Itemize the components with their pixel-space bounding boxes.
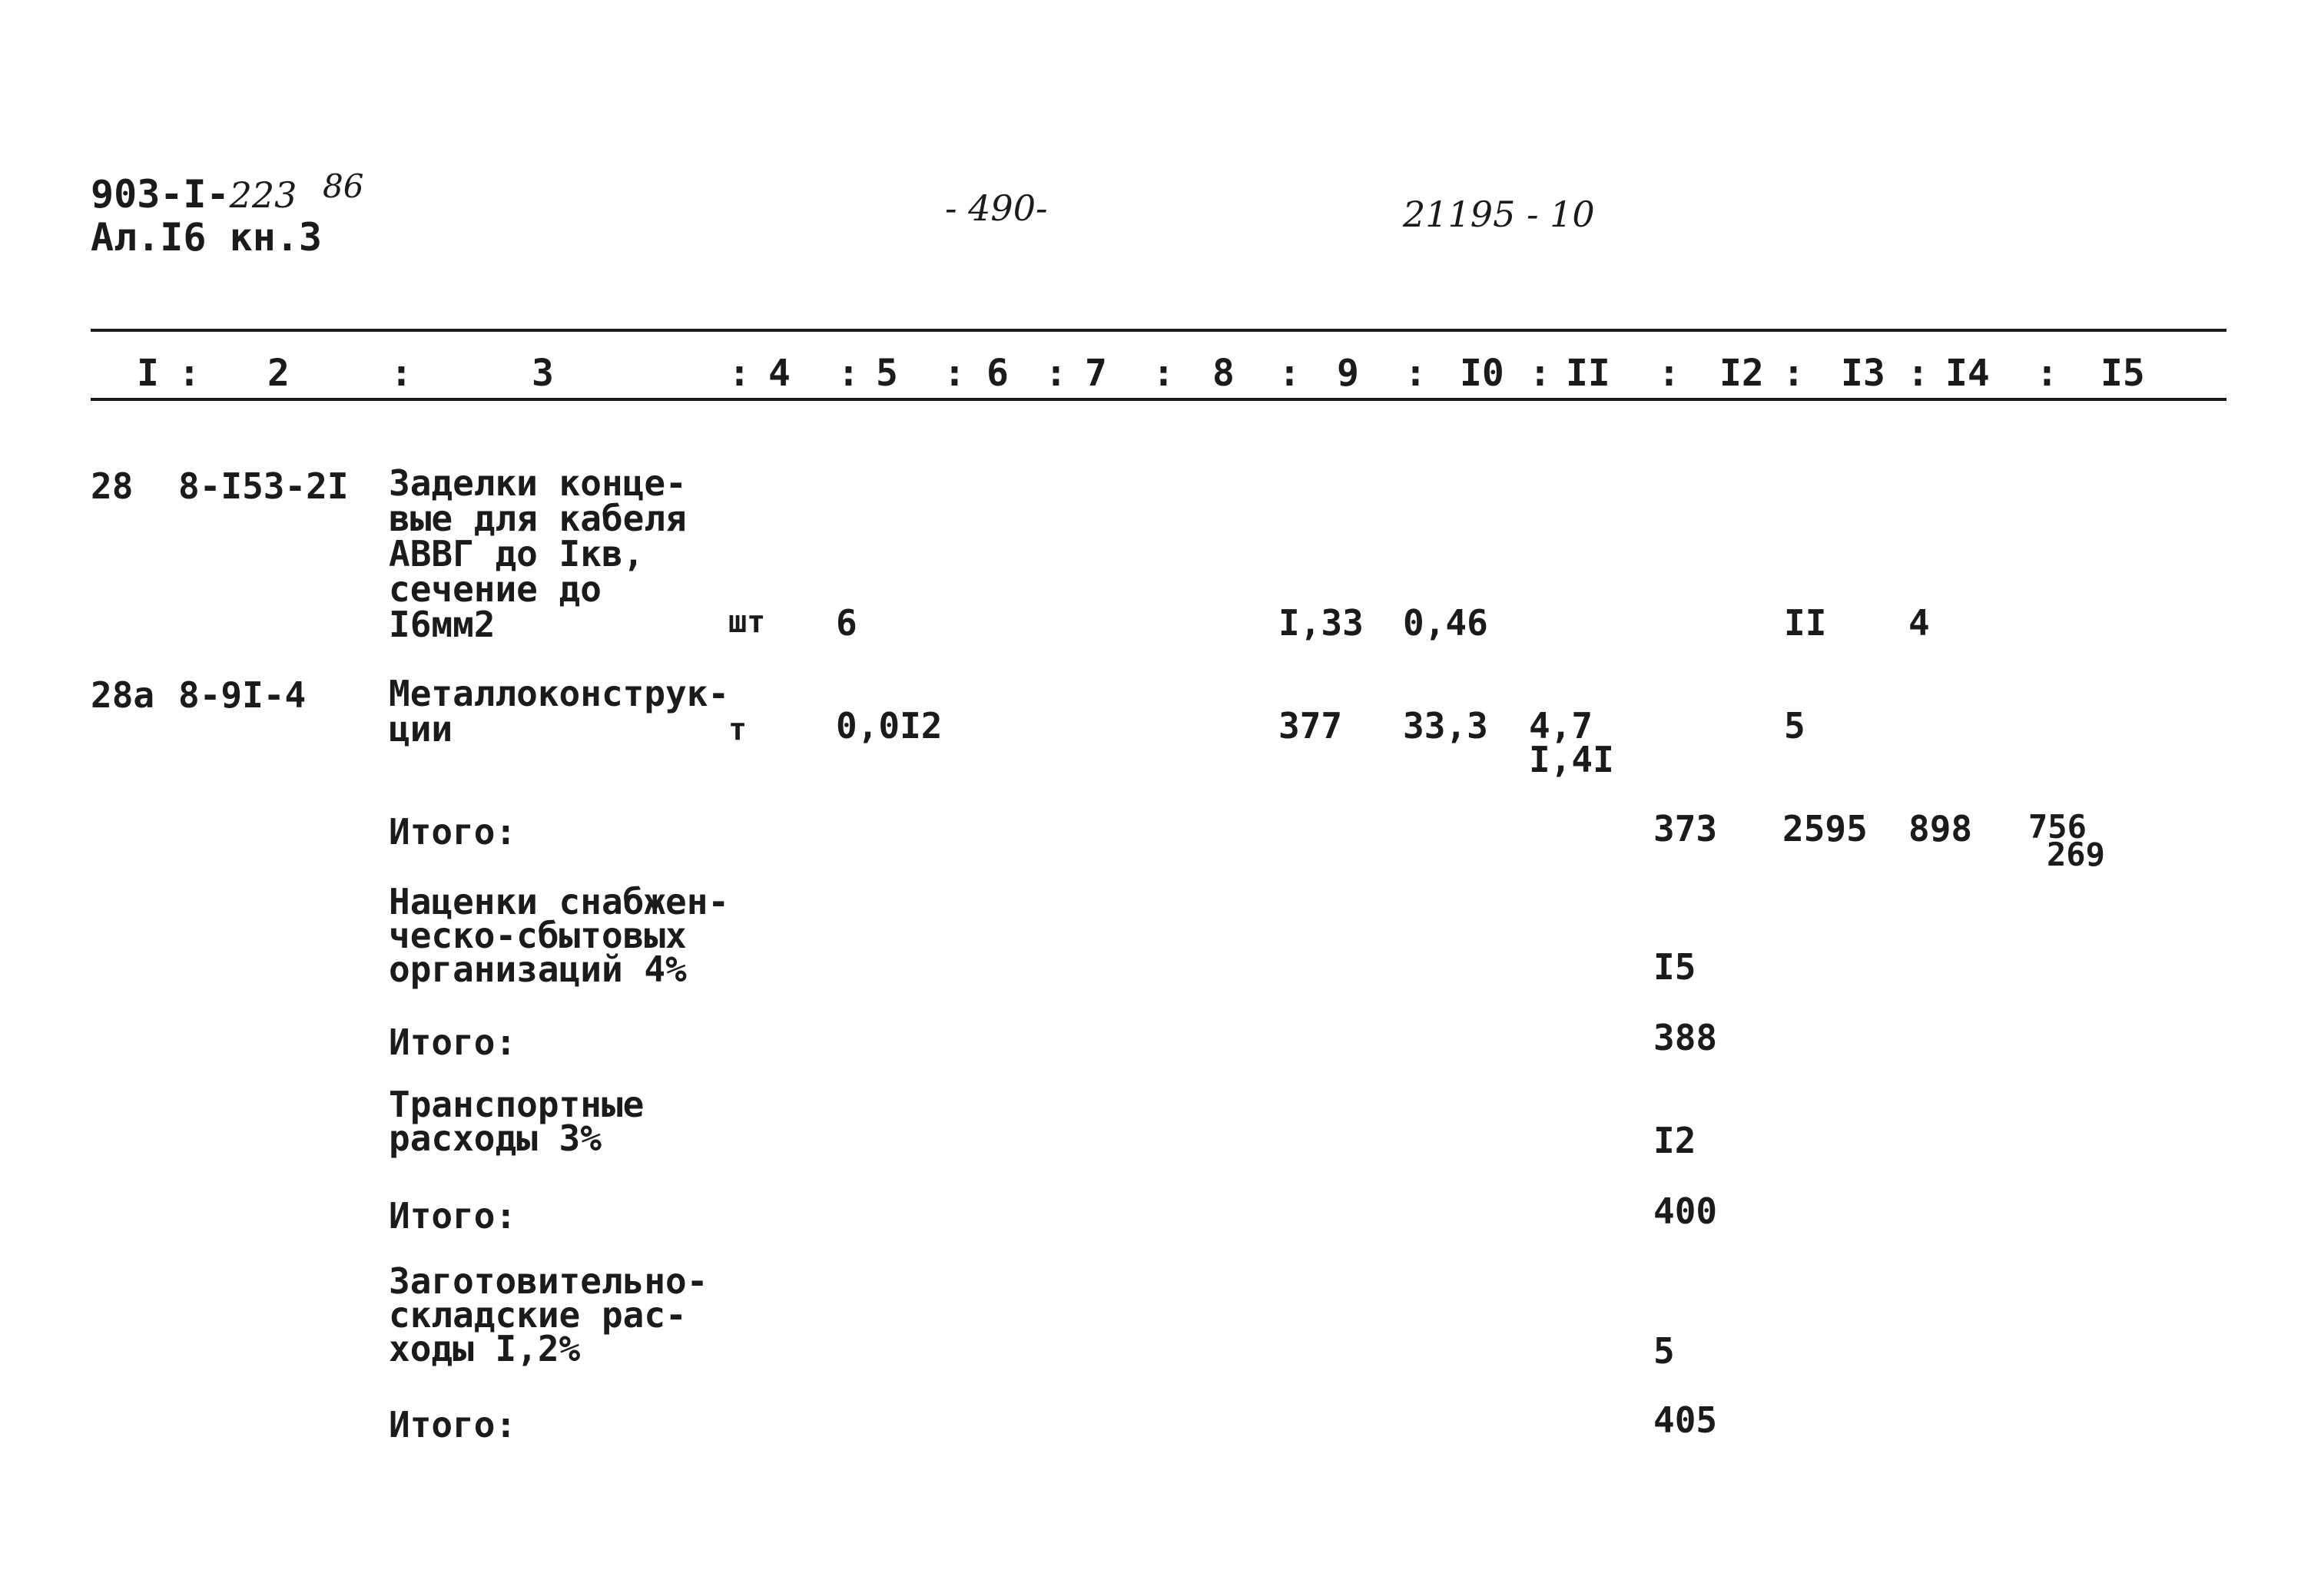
item-description: Металлоконструк- ции: [389, 673, 730, 750]
quantity: 0,0I2: [836, 705, 943, 747]
col10-value: 33,3: [1403, 705, 1488, 747]
column-header-5: 5: [876, 352, 898, 395]
column-header-8: 8: [1212, 352, 1235, 395]
column-header-10: I0: [1460, 352, 1504, 395]
rate-code: 8-I53-2I: [178, 465, 349, 507]
column-separator: :: [2036, 352, 2058, 395]
col13-value: II: [1784, 602, 1827, 644]
column-separator: :: [943, 352, 966, 395]
summary-label: Наценки снабжен- ческо-сбытовых организаций 4%: [389, 881, 730, 990]
summary-label: Заготовительно- складские рас- ходы I,2%: [389, 1260, 708, 1369]
column-separator: :: [1529, 352, 1551, 395]
col12-value: I5: [1653, 946, 1696, 988]
row-number: 28а: [91, 674, 155, 716]
column-separator: :: [1404, 352, 1427, 395]
document-year-handwritten: 86: [323, 167, 364, 205]
page-number: - 490-: [945, 187, 1048, 229]
col12-value: 400: [1653, 1190, 1718, 1232]
col12-value: 388: [1653, 1017, 1718, 1058]
column-separator: :: [178, 352, 201, 395]
col11-value-top: 4,7: [1529, 705, 1593, 747]
column-separator: :: [1278, 352, 1301, 395]
summary-label: Итого:: [389, 811, 517, 853]
document-code-handwritten: 223: [229, 174, 297, 216]
column-separator: :: [390, 352, 413, 395]
document-code-printed: 903-I-: [91, 172, 230, 217]
column-separator: :: [1152, 352, 1175, 395]
column-header-11: II: [1566, 352, 1610, 395]
column-separator: :: [837, 352, 860, 395]
col12-value: I2: [1653, 1120, 1696, 1161]
column-header-15: I5: [2100, 352, 2145, 395]
column-header-3: 3: [532, 352, 554, 395]
unit: т: [728, 712, 748, 747]
column-separator: :: [1045, 352, 1067, 395]
document-number: 21195 - 10: [1403, 194, 1595, 235]
col12-value: 5: [1653, 1330, 1675, 1372]
unit: шт: [728, 604, 766, 640]
column-header-6: 6: [986, 352, 1009, 395]
item-description: Заделки конце- вые для кабеля АВВГ до Iкв, сечение до I6мм2: [389, 462, 687, 645]
column-separator: :: [1658, 352, 1680, 395]
column-separator: :: [1782, 352, 1805, 395]
row-number: 28: [91, 465, 134, 507]
col13-value: 2595: [1782, 808, 1868, 849]
summary-label: Транспортные расходы 3%: [389, 1084, 645, 1159]
col14-value: 4: [1908, 602, 1930, 644]
column-header-4: 4: [768, 352, 791, 395]
col15-value-top: 756: [2028, 808, 2087, 846]
document-code: [91, 172, 297, 217]
column-header-7: 7: [1085, 352, 1107, 395]
summary-label: Итого:: [389, 1022, 517, 1063]
col12-value: 373: [1653, 808, 1718, 849]
col10-value: 0,46: [1403, 602, 1488, 644]
header-top-rule: [91, 329, 2226, 332]
col14-value: 898: [1908, 808, 1973, 849]
col9-value: 377: [1278, 705, 1343, 747]
col11-value-bottom: I,4I: [1529, 739, 1614, 780]
col12-value: 405: [1653, 1399, 1718, 1441]
quantity: 6: [836, 602, 857, 644]
column-header-1: I: [137, 352, 159, 395]
col9-value: I,33: [1278, 602, 1364, 644]
header-bottom-rule: [91, 398, 2226, 401]
column-separator: :: [1907, 352, 1929, 395]
summary-label: Итого:: [389, 1195, 517, 1237]
column-header-2: 2: [267, 352, 290, 395]
summary-label: Итого:: [389, 1404, 517, 1445]
column-header-13: I3: [1841, 352, 1885, 395]
column-header-12: I2: [1719, 352, 1764, 395]
column-header-14: I4: [1945, 352, 1990, 395]
column-header-9: 9: [1337, 352, 1359, 395]
column-separator: :: [728, 352, 751, 395]
rate-code: 8-9I-4: [178, 674, 307, 716]
col15-value-bottom: 269: [2047, 836, 2105, 873]
album-reference: Ал.I6 кн.3: [91, 215, 323, 260]
col13-value: 5: [1784, 705, 1805, 747]
